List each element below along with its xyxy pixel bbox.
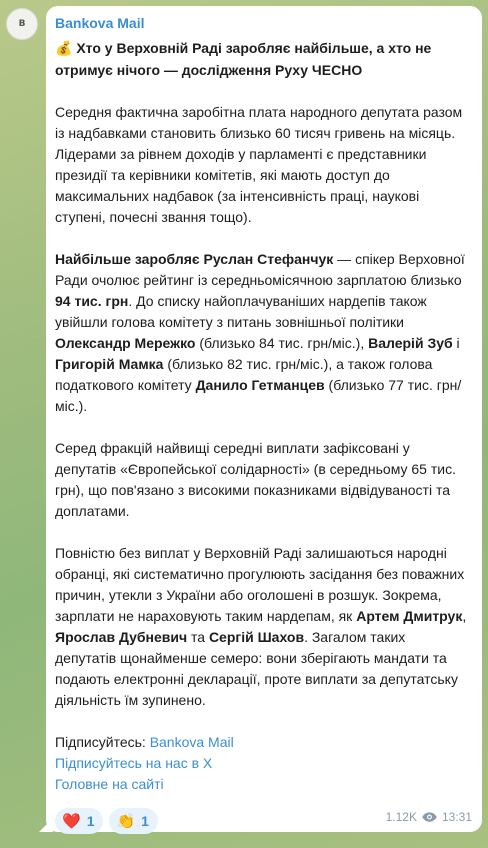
- reaction-heart[interactable]: [55, 808, 103, 834]
- channel-avatar[interactable]: [6, 8, 38, 40]
- heart-icon: ❤️: [62, 812, 81, 830]
- subscribe-line: [55, 732, 469, 753]
- message-text: [55, 38, 469, 795]
- site-link[interactable]: Головне на сайті: [55, 776, 164, 792]
- text-span: — спікер Верховної Ради очолює рейтинг із середньомісячною зарплатою близько: [55, 251, 465, 288]
- highlight: Ярослав Дубневич: [55, 629, 188, 645]
- message-bubble: [46, 6, 482, 832]
- reaction-clap[interactable]: [109, 808, 157, 834]
- x-link[interactable]: Підписуйтесь на нас в Х: [55, 755, 213, 771]
- paragraph-4: [55, 543, 469, 711]
- highlight: Валерій Зуб: [368, 335, 453, 351]
- text-span: і: [452, 335, 460, 351]
- highlight: Найбільше заробляє Руслан Стефанчук: [55, 251, 334, 267]
- text-span: (близько 82 тис. грн/міс.), а також голова податкового комітету: [55, 356, 433, 393]
- highlight: Сергій Шахов: [208, 629, 305, 645]
- text-span: . Загалом таких депутатів щонайменше семеро: вони зберігають мандати та подають електронні декларації, проте виплати за депутатську діяльність їм зупинено.: [55, 629, 458, 708]
- reaction-count: 1: [141, 813, 149, 829]
- text-span: . До списку найоплачуваніших нардепів також увійшли голова комітету з питань зовнішньої політики: [55, 293, 427, 330]
- message-meta: [386, 810, 472, 824]
- paragraph-2: [55, 249, 469, 417]
- clap-icon: 👏: [116, 812, 136, 830]
- channel-name[interactable]: Bankova Mail: [55, 15, 145, 31]
- post-title: [55, 38, 469, 81]
- highlight: Олександр Мережко: [55, 335, 196, 351]
- view-count: 1.12K: [385, 810, 417, 824]
- eye-icon: [422, 812, 437, 822]
- footer-links: [55, 732, 469, 795]
- highlight: Данило Гетманцев: [195, 377, 325, 393]
- text-span: та: [187, 629, 209, 645]
- highlight: Григорій Мамка: [55, 356, 164, 372]
- text-span: ,: [462, 608, 467, 624]
- reaction-count: 1: [86, 813, 95, 829]
- money-bag-icon: 💰: [55, 41, 73, 57]
- paragraph-3: Серед фракцій найвищі середні виплати зафіксовані у депутатів «Європейської солідарності» (в середньому 65 тис. грн), що пов'язано з високими показниками відвідуваності та доплатами.: [55, 440, 456, 519]
- subscribe-link[interactable]: Bankova Mail: [149, 734, 234, 750]
- text-span: (близько 77 тис. грн/міс.).: [55, 377, 462, 414]
- message-time: 13:31: [441, 810, 472, 824]
- post-title-text: Хто у Верховній Раді заробляє найбільше, а хто не отримує нічого — дослідження Руху ЧЕСНО: [55, 40, 432, 78]
- text-span: (близько 84 тис. грн/міс.),: [195, 335, 369, 351]
- text-span: Повністю без виплат у Верховній Раді залишаються народні обранці, які систематично прогулюють засідання без поважних причин, утекли з України або оголошені в розшук. Зокрема, зарплати не нараховують таким нардепам, як: [55, 545, 465, 624]
- highlight: Артем Дмитрук: [356, 608, 463, 624]
- avatar-logo: B: [18, 19, 26, 29]
- paragraph-1: Середня фактична заробітна плата народного депутата разом із надбавками становить близько 60 тисяч гривень на місяць. Лідерами за рівнем доходів у парламенті є представники президії та керівники комітетів, які мають доступ до максимальних надбавок (за інтенсивність праці, наукові ступені, почесні звання тощо).: [55, 104, 463, 225]
- subscribe-prefix: Підписуйтесь:: [55, 734, 150, 750]
- highlight: 94 тис. грн: [55, 293, 129, 309]
